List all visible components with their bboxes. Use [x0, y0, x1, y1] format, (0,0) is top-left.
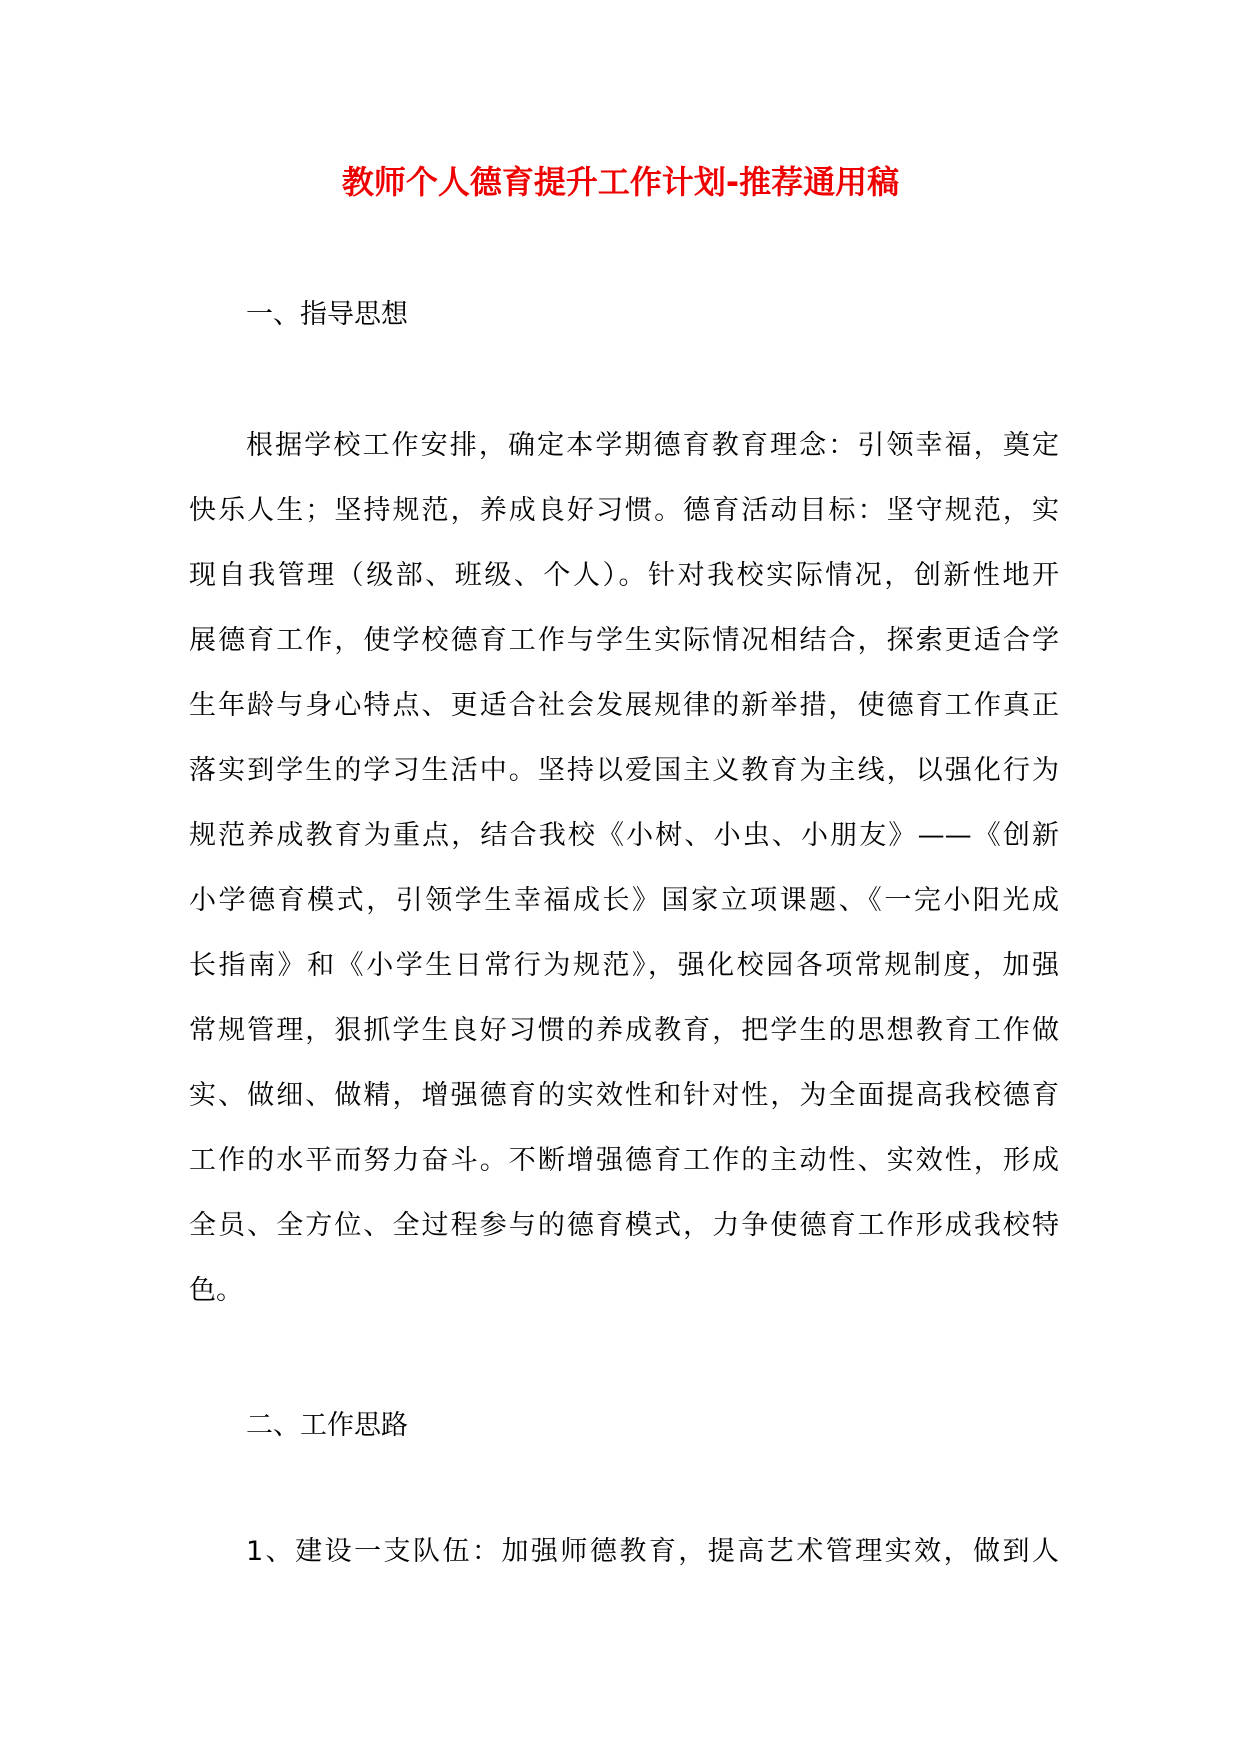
paragraph-line: 工作的水平而努力奋斗。不断增强德育工作的主动性、实效性，形成 — [189, 1145, 1059, 1176]
paragraph-line: 规范养成教育为重点，结合我校《小树、小虫、小朋友》——《创新 — [189, 820, 1059, 851]
paragraph-line: 长指南》和《小学生日常行为规范》，强化校园各项常规制度，加强 — [189, 950, 1059, 981]
paragraph-line: 快乐人生；坚持规范，养成良好习惯。德育活动目标：坚守规范，实 — [189, 495, 1059, 526]
paragraph-work-approach — [189, 1519, 1059, 1584]
paragraph-line: 展德育工作，使学校德育工作与学生实际情况相结合，探索更适合学 — [189, 625, 1059, 656]
paragraph-line: 生年龄与身心特点、更适合社会发展规律的新举措，使德育工作真正 — [189, 690, 1059, 721]
paragraph-line: 常规管理，狠抓学生良好习惯的养成教育，把学生的思想教育工作做 — [189, 1015, 1059, 1046]
paragraph-line: 1、建设一支队伍：加强师德教育，提高艺术管理实效，做到人 — [246, 1536, 1059, 1567]
paragraph-line: 色。 — [189, 1275, 243, 1306]
paragraph-line: 现自我管理（级部、班级、个人）。针对我校实际情况，创新性地开 — [189, 560, 1059, 591]
paragraph-line: 根据学校工作安排，确定本学期德育教育理念：引领幸福，奠定 — [246, 430, 1059, 461]
section-heading-guiding-ideology: 一、指导思想 — [246, 299, 408, 330]
paragraph-line: 落实到学生的学习生活中。坚持以爱国主义教育为主线，以强化行为 — [189, 755, 1059, 786]
paragraph-line: 小学德育模式，引领学生幸福成长》国家立项课题、《一完小阳光成 — [189, 885, 1059, 916]
document-title: 教师个人德育提升工作计划-推荐通用稿 — [341, 163, 900, 201]
paragraph-guiding-ideology — [189, 413, 1059, 1323]
section-heading-work-approach: 二、工作思路 — [246, 1410, 408, 1441]
paragraph-line: 实、做细、做精，增强德育的实效性和针对性，为全面提高我校德育 — [189, 1080, 1059, 1111]
paragraph-line: 全员、全方位、全过程参与的德育模式，力争使德育工作形成我校特 — [189, 1210, 1059, 1241]
